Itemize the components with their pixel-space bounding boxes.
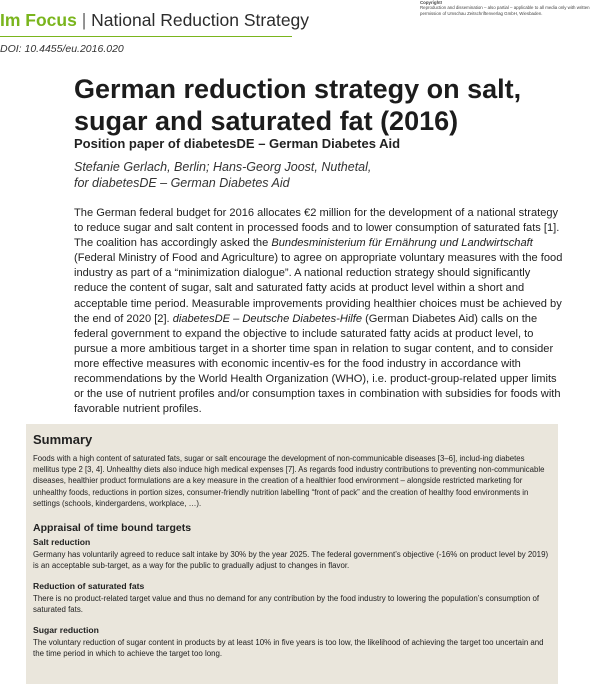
journal-header bbox=[0, 10, 309, 31]
summary-text: Foods with a high content of saturated fats, sugar or salt encourage the development of non-communicable diseases [3–6], includ-ing diabetes mellitus type 2 [3, 4]. Unhealthy diets also induce high medical expenses [7]. As regards food industry contributions to preventing non-communicable diseases, healthier product formulations are a key measure in the creation of a healthier food environment – alongside restricted marketing for unhealthy foods, reductions in portion sizes, consumer-friendly nutrition labelling “front of pack” and the creation of healthy food environments in settings (schools, kindergardens, workplace, …). bbox=[33, 454, 545, 508]
sugar-reduction-text: The voluntary reduction of sugar content in products by at least 10% in five years is too low, the likelihood of achieving the target too uncertain and the time period in which to achieve the target too long. bbox=[33, 638, 544, 659]
appraisal-heading: Appraisal of time bound targets bbox=[33, 522, 192, 534]
abstract-paragraph bbox=[74, 206, 564, 417]
authors-line-2: for diabetesDE – German Diabetes Aid bbox=[74, 176, 290, 190]
copyright-notice bbox=[420, 0, 593, 16]
salt-reduction-heading: Salt reduction bbox=[33, 537, 91, 547]
summary-box bbox=[26, 424, 558, 684]
abstract-part-1: The German federal budget for 2016 allocates €2 million for the development of a national strategy to reduce sugar and salt content in processed foods and to lower consumption of saturated fats [1]. The coalition has accordingly asked the bbox=[74, 207, 560, 250]
header-separator: | bbox=[81, 10, 87, 30]
saturated-fat-heading: Reduction of saturated fats bbox=[33, 581, 145, 591]
abstract-part-3: (German Diabetes Aid) calls on the federal government to expand the objective to include saturated fatty acids at product level, to pursue a more ambitious target in a shorter time span in relation to sugar content, and to consider more effective measures with economic incentiv-es for the food industry in accordance with recommendations by the World Health Organization (WHO), i.e. product-group-related upper limits or the use of nutrient profiles and/or consumption taxes in combination with subsidies for foods with favorable nutrient profiles. bbox=[74, 312, 561, 416]
salt-reduction-text: Germany has voluntarily agreed to reduce salt intake by 30% by the year 2025. The federal government’s objective (-16% on product level by 2019) is an acceptable sub-target, as a way for the public to gradually adjust to changes in flavor. bbox=[33, 550, 549, 571]
section-label: Im Focus bbox=[0, 10, 77, 30]
authors-line-1: Stefanie Gerlach, Berlin; Hans-Georg Joost, Nuthetal, bbox=[74, 160, 372, 174]
author-list bbox=[74, 159, 494, 191]
section-title: National Reduction Strategy bbox=[91, 10, 310, 30]
organization-name: diabetesDE – Deutsche Diabetes-Hilfe bbox=[172, 312, 363, 325]
copyright-text: Reproduction and dissemination – also partial – applicable to all media only with written permission of Umschau Zeitschriftenverlag GmbH, Wiesbaden. bbox=[420, 5, 590, 16]
copyright-title: Copyright! bbox=[420, 0, 443, 5]
header-rule bbox=[0, 36, 292, 37]
paper-title: German reduction strategy on salt, sugar and saturated fat (2016) bbox=[74, 74, 522, 136]
summary-heading: Summary bbox=[33, 432, 93, 447]
sugar-reduction-heading: Sugar reduction bbox=[33, 625, 99, 635]
doi-link[interactable]: DOI: 10.4455/eu.2016.020 bbox=[0, 43, 124, 55]
saturated-fat-text: There is no product-related target value and thus no demand for any contribution by the food industry to lowering the population’s consumption of saturated fats. bbox=[33, 594, 540, 615]
paper-subtitle: Position paper of diabetesDE – German Diabetes Aid bbox=[74, 136, 401, 151]
abstract-part-2: (Federal Ministry of Food and Agriculture) to agree on appropriate voluntary measures with the food industry as part of a “minimization dialogue”. A national reduction strategy should significantly reduce the content of sugar, salt and saturated fatty acids at product level within a short and acceptable time period. Measurable improvements providing healthier choices must be achieved by the end of 2020 [2]. bbox=[74, 252, 563, 325]
ministry-name: Bundesministerium für Ernährung und Landwirtschaft bbox=[271, 237, 533, 250]
